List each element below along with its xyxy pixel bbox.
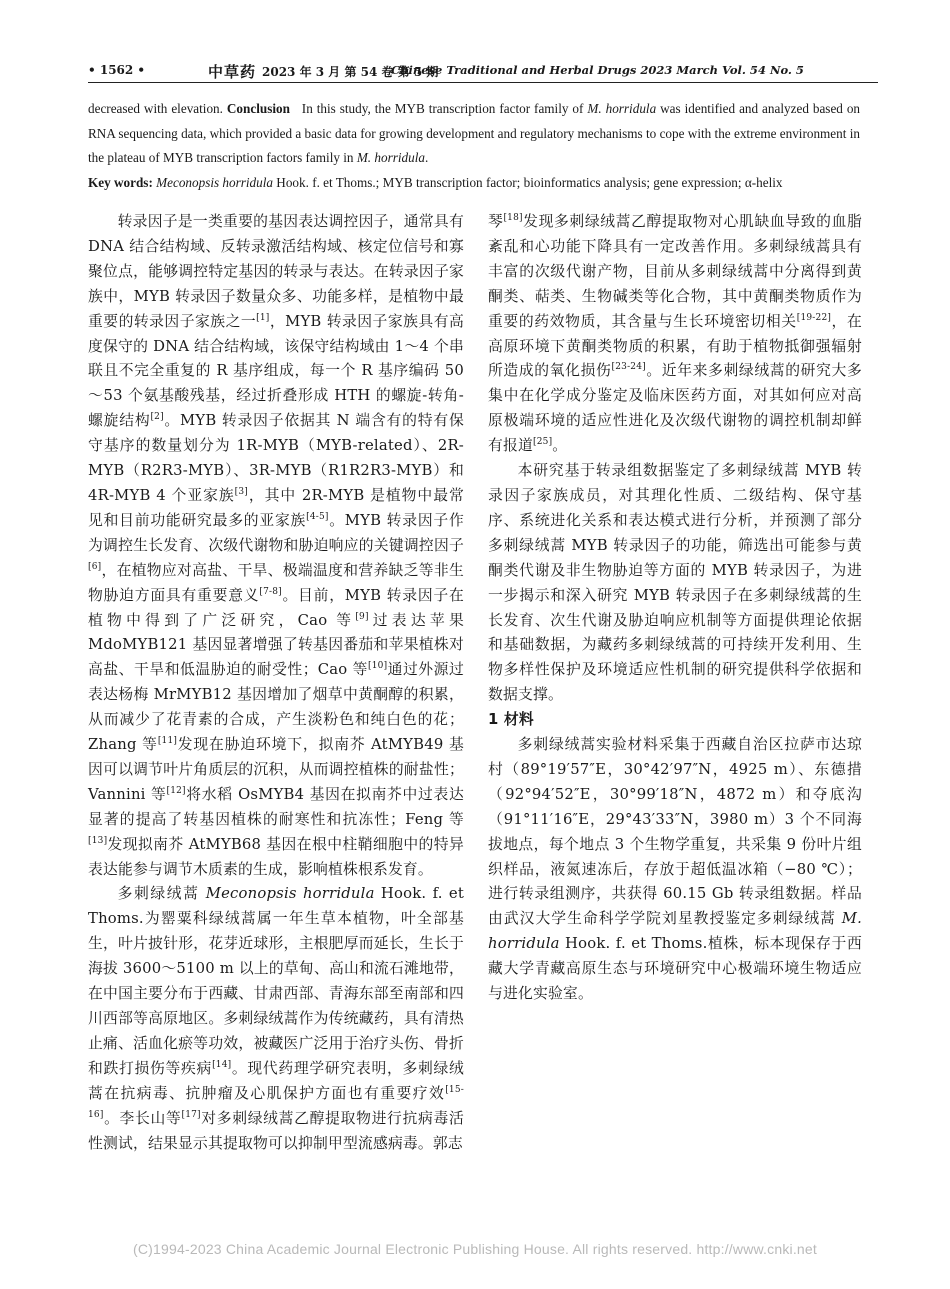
conclusion-end: .	[424, 150, 429, 165]
species-name: M. horridula	[488, 910, 862, 953]
citation: [1]	[256, 312, 270, 323]
journal-issue-en: Chinese Traditional and Herbal Drugs 2023 March Vol. 54 No. 5	[391, 63, 804, 77]
citation: [14]	[212, 1059, 232, 1070]
paragraph-species-continued-text: 琴[18]发现多刺绿绒蒿乙醇提取物对心肌缺血导致的血脂紊乱和心功能下降具有一定改善作用。多刺绿绒蒿具有丰富的次级代谢产物，目前从多刺绿绒蒿中分离得到黄酮类、萜类、生物碱类等化合物，其中黄酮类物质作为重要的药效物质，其含量与生长环境密切相关[19-22]，在高原环境下黄酮类物质的积累，有助于植物抵御强辐射所造成的氧化损伤[23-24]。近年来多刺绿绒蒿的研究大多集中在化学成分鉴定及临床医药方面，对其如何应对高原极端环境的适应性进化及次级代谢物的调控机制却鲜有报道[25]。	[488, 213, 863, 455]
citation: [10]	[368, 661, 388, 672]
citation: [12]	[166, 785, 186, 796]
species-abbr: M. horridula	[356, 150, 425, 165]
citation: [17]	[181, 1109, 201, 1120]
result-tail: decreased with elevation.	[88, 101, 223, 116]
citation: [3]	[234, 487, 249, 498]
keywords-species: Meconopsis horridula	[156, 174, 273, 190]
citation: [23-24]	[611, 362, 646, 373]
citation: [9]	[355, 611, 369, 622]
species-abbr: M. horridula	[587, 101, 657, 116]
conclusion-label: Conclusion	[226, 101, 290, 116]
paragraph-species-continued	[488, 210, 862, 459]
conclusion-text-b: was identified and analyzed based on RNA sequencing data, which provided a basic data for growing development and regulatory mechanisms to cope with the extreme environment in the plateau of MYB transcription factors family in	[88, 101, 861, 165]
citation: [7-8]	[259, 586, 282, 597]
paragraph-study-aim: 本研究基于转录组数据鉴定了多刺绿绒蒿 MYB 转录因子家族成员，对其理化性质、二级结构、保守基序、系统进化关系和表达模式进行分析，并预测了部分多刺绿绒蒿 MYB 转录因子的功能，筛选出可能参与黄酮类代谢及非生物胁迫等方面的 MYB 转录因子，为进一步揭示和深入研究 MYB 转录因子在多刺绿绒蒿的生长发育、次生代谢及胁迫响应机制等方面提供理论依据和基础数据，为藏药多刺绿绒蒿的可持续开发利用、生物多样性保护及环境适应性机制的研究提供科学依据和数据支撑。	[488, 462, 862, 704]
journal-date-volume: 2023 年 3 月 第 54 卷 第 5 期	[262, 65, 439, 79]
citation: [4-5]	[306, 511, 329, 522]
citation: [15-16]	[88, 1084, 464, 1120]
citation: [25]	[533, 437, 553, 448]
journal-logo: 中草药	[208, 63, 257, 81]
conclusion-text-a: In this study, the MYB transcription factor family of	[301, 101, 584, 116]
paragraph-species: 多刺绿绒蒿 Meconopsis horridula Hook. f. et Thoms.为罂粟科绿绒蒿属一年生草本植物，叶全部基生，叶片披针形，花芽近球形，主根肥厚而延长，生长于海拔 3600～5100 m 以上的草甸、高山和流石滩地带，在中国主要分布于西藏、甘肃西部、青海东部至南部和四川西部等高原地区。多刺绿绒蒿作为传统藏药，具有清热止痛、活血化瘀等功效，被藏医广泛用于治疗头伤、骨折和跌打损伤等疾病[14]。现代药理学研究表明，多刺绿绒蒿在抗病毒、抗肿瘤及心肌保护方面也有重要疗效[15-16]。李长山等[17]对多刺绿绒蒿乙醇提取物进行抗病毒活性测试，结果显示其提取物可以抑制甲型流感病毒。郭志	[88, 885, 465, 1152]
keywords-list: Hook. f. et Thoms.; MYB transcription factor; bioinformatics analysis; gene expression; α-helix	[276, 174, 783, 190]
left-column	[88, 210, 464, 1156]
citation: [6]	[88, 561, 102, 572]
running-header	[88, 62, 878, 82]
citation: [18]	[503, 213, 523, 224]
paragraph-intro: 转录因子是一类重要的基因表达调控因子，通常具有 DNA 结合结构域、反转录激活结构域、核定位信号和寡聚位点，能够调控特定基因的转录与表达。在转录因子家族中，MYB 转录因子数量众多、功能多样，是植物中最重要的转录因子家族之一[1]，MYB 转录因子家族具有高度保守的 DNA 结合结构域，该保守结构域由 1～4 个串联且不完全重复的 R 基序组成，每一个 R 基序编码 50～53 个氨基酸残基，经过折叠形成 HTH 的螺旋-转角-螺旋结构[2]。MYB 转录因子依据其 N 端含有的特有保守基序的数量划分为 1R-MYB（MYB-related）、2R-MYB（R2R3-MYB）、3R-MYB（R1R2R3-MYB）和 4R-MYB 4 个亚家族[3]，其中 2R-MYB 是植物中最常见和目前功能研究最多的亚家族[4-5]。MYB 转录因子作为调控生长发育、次级代谢物和胁迫响应的关键调控因子[6]，在植物应对高盐、干旱、极端温度和营养缺乏等非生物胁迫方面具有重要意义[7-8]。目前，MYB 转录因子在植物中得到了广泛研究，Cao 等[9]过表达苹果 MdoMYB121 基因显著增强了转基因番茄和苹果植株对高盐、干旱和低温胁迫的耐受性；Cao 等[10]通过外源过表达杨梅 MrMYB12 基因增加了烟草中黄酮醇的积累，从而减少了花青素的合成，产生淡粉色和纯白色的花；Zhang 等[11]发现在胁迫环境下，拟南芥 AtMYB49 基因可以调节叶片角质层的沉积，从而调控植株的耐盐性；Vannini 等[12]将水稻 OsMYB4 基因在拟南芥中过表达显著的提高了转基因植株的耐寒性和抗冻性；Feng 等[13]发现拟南芥 AtMYB68 基因在根中柱鞘细胞中的特异表达能参与调节木质素的生成，影响植株根系发育。	[88, 213, 464, 878]
citation: [19-22]	[796, 312, 832, 323]
species-name: Meconopsis horridula	[205, 885, 375, 903]
section-heading-materials: 1 材料	[488, 711, 534, 729]
copyright-footer: (C)1994-2023 China Academic Journal Electronic Publishing House. All rights reserved. http://www.cnki.net	[133, 1241, 817, 1257]
citation: [2]	[150, 412, 164, 423]
header-rule	[88, 82, 878, 83]
page-number: • 1562 •	[88, 63, 146, 77]
abstract-tail	[88, 97, 860, 195]
citation: [11]	[157, 736, 178, 747]
right-column	[488, 210, 862, 1007]
citation: [13]	[88, 835, 108, 846]
paragraph-materials: 多刺绿绒蒿实验材料采集于西藏自治区拉萨市达琼村（89°19′57″E，30°42′97″N，4925 m）、东德措（92°94′52″E，30°99′18″N，4872 m）和夺底沟（91°11′16″E，29°43′33″N，3980 m）3 个不同海拔地点，每个地点 3 个生物学重复，共采集 9 份叶片组织样品，液氮速冻后，存放于超低温冰箱（−80 ℃）；进行转录组测序，共获得 60.15 Gb 转录组数据。样品由武汉大学生命科学学院刘星教授鉴定多刺绿绒蒿 M. horridula Hook. f. et Thoms.植株，标本现保存于西藏大学青藏高原生态与环境研究中心极端环境生物适应与进化实验室。	[488, 736, 862, 1003]
keywords-label: Key words:	[88, 174, 153, 190]
